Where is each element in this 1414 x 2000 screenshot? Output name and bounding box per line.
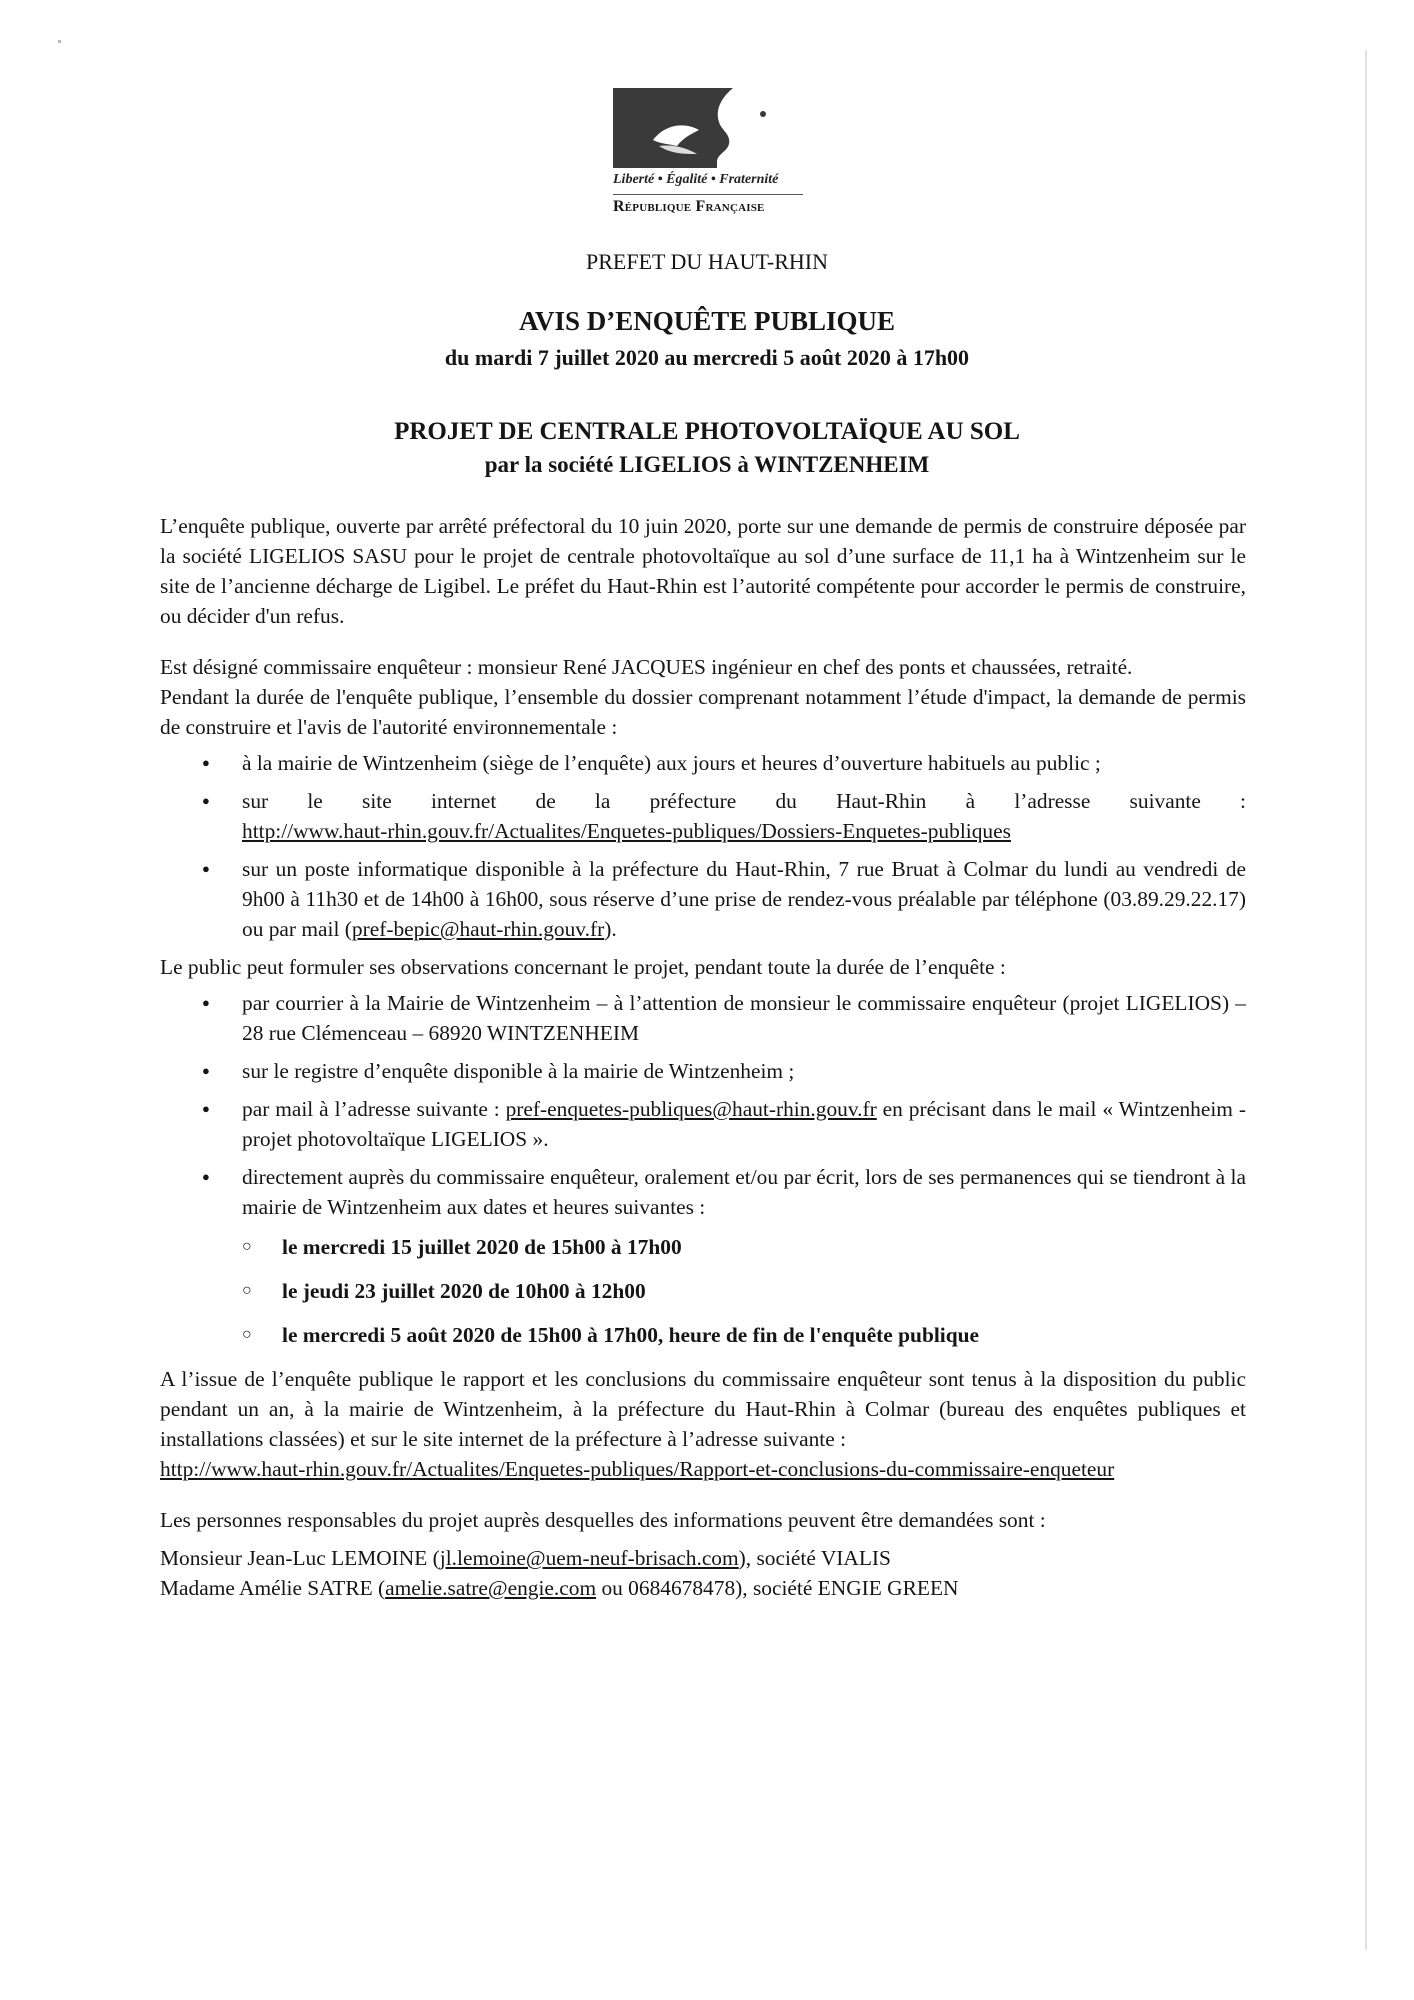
responsables-intro: Les personnes responsables du projet auprès desquelles des informations peuvent être demandées sont : [160, 1508, 1046, 1532]
list-item [160, 786, 1246, 846]
scan-speck [58, 40, 61, 43]
obs-mail-text: par mail à l’adresse suivante : [242, 1097, 500, 1121]
notice-body [160, 511, 1246, 1603]
contact-satre-name: Madame Amélie SATRE ( [160, 1576, 386, 1600]
list-item [160, 1094, 1246, 1154]
permanence-item: ○ le mercredi 5 août 2020 de 15h00 à 17h00, heure de fin de l'enquête publique [242, 1320, 1246, 1350]
contact-lemoine-company: ), société VIALIS [738, 1546, 891, 1570]
document-title: AVIS D’ENQUÊTE PUBLIQUE [518, 306, 896, 336]
dossier-intro: Pendant la durée de l'enquête publique, l’ensemble du dossier comprenant notamment l’étude d'impact, la demande de permis de construire et l'avis de l'autorité environnementale : [160, 685, 1246, 739]
marianne-logo [613, 88, 803, 216]
list-item [160, 988, 1246, 1048]
contact-lemoine [160, 1543, 1246, 1573]
satre-email-link[interactable]: amelie.satre@engie.com [385, 1576, 597, 1600]
observations-list [160, 988, 1246, 1350]
project-subtitle: par la société LIGELIOS à WINTZENHEIM [484, 452, 930, 477]
observations-intro: Le public peut formuler ses observations concernant le projet, pendant toute la durée de l’enquête : [160, 955, 1006, 979]
list-item [160, 854, 1246, 944]
permanences-list [242, 1232, 1246, 1350]
obs-registre: sur le registre d’enquête disponible à la mairie de Wintzenheim ; [242, 1059, 795, 1083]
dossier-mairie: à la mairie de Wintzenheim (siège de l’enquête) aux jours et heures d’ouverture habituels au public ; [242, 751, 1101, 775]
list-item [160, 748, 1246, 778]
obs-courrier: par courrier à la Mairie de Wintzenheim – à l’attention de monsieur le commissaire enquêteur (projet LIGELIOS) – 28 rue Clémenceau – 68920 WINTZENHEIM [242, 991, 1246, 1045]
lemoine-email-link[interactable]: jl.lemoine@uem-neuf-brisach.com [439, 1546, 739, 1570]
marianne-emblem-icon [613, 88, 803, 168]
prefect-heading: PREFET DU HAUT-RHIN [585, 249, 829, 274]
list-item [160, 1162, 1246, 1350]
contact-satre-company: ou 0684678478), société ENGIE GREEN [596, 1576, 959, 1600]
enquetes-email-link[interactable]: pref-enquetes-publiques@haut-rhin.gouv.fr [505, 1097, 877, 1121]
dossier-poste-end: ). [604, 917, 617, 941]
contact-lemoine-name: Monsieur Jean-Luc LEMOINE ( [160, 1546, 440, 1570]
obs-direct: directement auprès du commissaire enquêteur, oralement et/ou par écrit, lors de ses permanences qui se tiendront à la mairie de Wintzenheim aux dates et heures suivantes : [242, 1165, 1246, 1219]
rapport-link[interactable]: http://www.haut-rhin.gouv.fr/Actualites/Enquetes-publiques/Rapport-et-conclusions-du-commissaire-enqueteur [160, 1457, 1115, 1481]
dossier-site-link[interactable]: http://www.haut-rhin.gouv.fr/Actualites/Enquetes-publiques/Dossiers-Enquetes-publiques [242, 819, 1011, 843]
republic-label: République Française [613, 194, 803, 216]
enquiry-dates: du mardi 7 juillet 2020 au mercredi 5 août 2020 à 17h00 [444, 345, 970, 370]
obs-mail-end: en précisant dans le mail « Wintzenheim - projet photovoltaïque LIGELIOS ». [242, 1097, 1246, 1151]
permanence-item: ○ le jeudi 23 juillet 2020 de 10h00 à 12h00 [242, 1276, 1246, 1306]
dossier-list [160, 748, 1246, 944]
motto: Liberté • Égalité • Fraternité [613, 172, 779, 187]
dossier-site-text: ● sur le site internet de la préfecture du Haut-Rhin à l’adresse suivante : [242, 789, 1246, 813]
dossier-poste-text: sur un poste informatique disponible à la préfecture du Haut-Rhin, 7 rue Bruat à Colmar du lundi au vendredi de 9h00 à 11h30 et de 14h00 à 16h00, sous réserve d’une prise de rendez-vous préalable par téléphone (03.89.29.22.17) ou par mail ( [242, 857, 1246, 941]
intro-paragraph: L’enquête publique, ouverte par arrêté préfectoral du 10 juin 2020, porte sur une demande de permis de construire déposée par la société LIGELIOS SASU pour le projet de centrale photovoltaïque au sol d’une surface de 11,1 ha à Wintzenheim sur le site de l’ancienne décharge de Ligibel. Le préfet du Haut-Rhin est l’autorité compétente pour accorder le permis de construire, ou décider d'un refus. [160, 514, 1246, 628]
issue-paragraph: A l’issue de l’enquête publique le rapport et les conclusions du commissaire enquêteur sont tenus à la disposition du public pendant un an, à la mairie de Wintzenheim, à la préfecture du Haut-Rhin à Colmar (bureau des enquêtes publiques et installations classées) et sur le site internet de la préfecture à l’adresse suivante : [160, 1367, 1246, 1451]
bepic-email-link[interactable]: pref-bepic@haut-rhin.gouv.fr [351, 917, 605, 941]
list-item [160, 1056, 1246, 1086]
permanence-item: ○ le mercredi 15 juillet 2020 de 15h00 à 17h00 [242, 1232, 1246, 1262]
project-title: PROJET DE CENTRALE PHOTOVOLTAÏQUE AU SOL [394, 418, 1020, 445]
contact-satre [160, 1573, 1246, 1603]
commissaire-paragraph: Est désigné commissaire enquêteur : monsieur René JACQUES ingénieur en chef des ponts et chaussées, retraité. [160, 655, 1133, 679]
